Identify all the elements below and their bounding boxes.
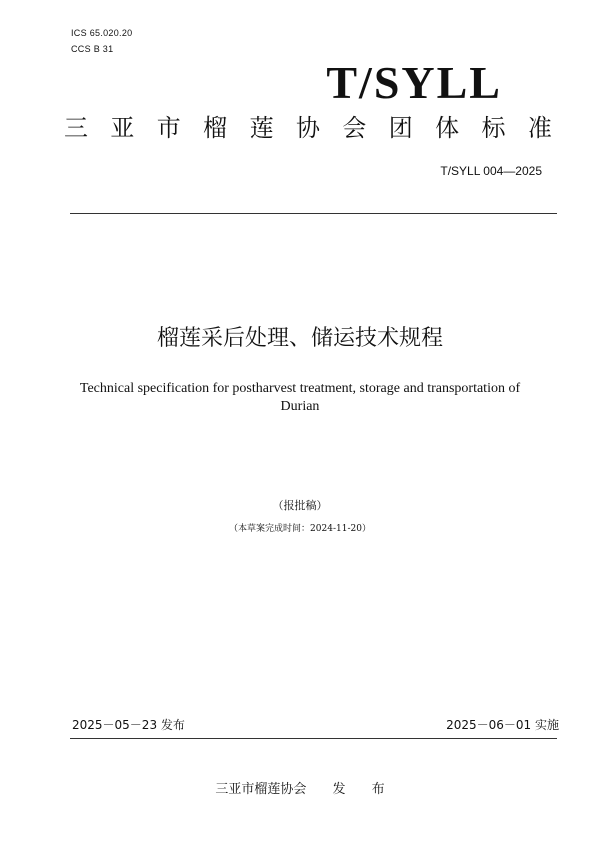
- draft-status: （报批稿）: [272, 499, 328, 512]
- chinese-title: 榴莲采后处理、储运技术规程: [156, 326, 443, 351]
- bottom-divider: [70, 738, 557, 739]
- association-char: 会: [342, 114, 367, 142]
- ccs-code: CCS B 31: [71, 44, 114, 54]
- standard-code: T/SYLL: [326, 57, 502, 108]
- standard-number: T/SYLL 004—2025: [440, 164, 542, 178]
- association-char: 市: [156, 114, 181, 142]
- association-char: 三: [64, 114, 88, 142]
- association-char: 团: [388, 114, 413, 142]
- draft-completion-date: （本草案完成时间：2024-11-20）: [229, 524, 371, 534]
- association-char: 标: [481, 114, 506, 142]
- publisher: 三亚市榴莲协会 发 布: [215, 782, 385, 797]
- english-title: Technical specification for postharvest treatment, storage and transportation of Durian: [79, 381, 521, 414]
- association-standard-title: [64, 116, 552, 140]
- association-char: 协: [295, 114, 320, 142]
- association-char: 体: [435, 114, 460, 142]
- implementation-date: 2025－06－01 实施: [446, 718, 559, 732]
- ics-code: ICS 65.020.20: [71, 28, 133, 38]
- association-char: 准: [527, 114, 552, 142]
- association-char: 榴: [203, 114, 228, 142]
- association-char: 莲: [249, 114, 274, 142]
- issue-date: 2025－05－23 发布: [72, 718, 185, 732]
- top-divider: [70, 213, 557, 214]
- association-char: 亚: [110, 114, 135, 142]
